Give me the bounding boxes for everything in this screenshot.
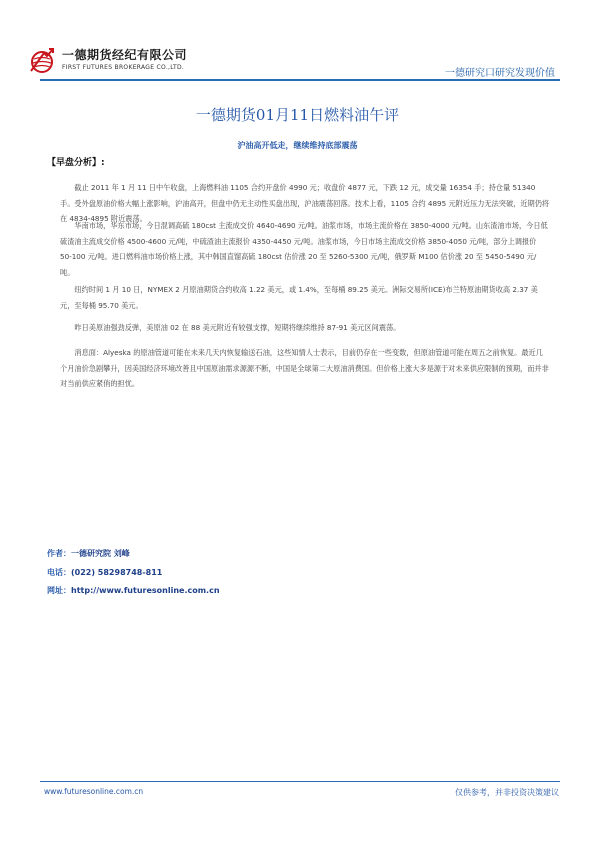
website-link[interactable]: http://www.futuresonline.com.cn (71, 586, 220, 595)
report-header (0, 0, 595, 85)
author-value: 一德研究院 刘峰 (71, 549, 130, 558)
paragraph-outlook: 昨日美原油强劲反弹，美原油 02 在 88 美元附近有较强支撑，短期将继续维持 87-91 美元区间震荡。 (74, 323, 401, 332)
paragraph-spot-markets: 华南市场，华东市场，今日混调高硫 180cst 主流成交价 4640-4690 元/吨。油浆市场，市场主流价格在 3850-4000 元/吨。山东渣油市场，今日低硫渣油主流成交价格 4500-4600 元/吨，中硫渣油主流报价 4350-4450 元/吨。油浆市场，今日市场主流成交价格 3850-4050 元/吨，部分上调报价 50-100 元/吨。进口燃料油市场价格上涨，其中韩国直馏高硫 180cst 估价涨 20 至 5260-5300 元/吨，俄罗斯 M100 估价涨 20 至 5450-5490 元/吨。 (60, 221, 548, 277)
paragraph-news: 消息面：Alyeska 的原油管道可能在未来几天内恢复输送石油，这些知情人士表示，目前仍存在一些变数，但原油管道可能在周五之前恢复。最近几个月油价急剧攀升，因美国经济环境改善且中国原油需求源源不断，中国是全球第二大原油消费国。但价格上涨大多是源于对未来供应限制的预期，而并非对当前供应紧俏的担忧。 (60, 348, 549, 388)
footer-divider (40, 781, 560, 782)
section-label-morning-analysis: 【早盘分析】: (47, 158, 105, 168)
author-label: 作者： (47, 549, 71, 558)
footer-website-link[interactable]: www.futuresonline.com.cn (44, 787, 144, 796)
website-label: 网址： (47, 586, 71, 595)
paragraph-market-close: 截止 2011 年 1 月 11 日中午收盘，上海燃料油 1105 合约开盘价 4990 元；收盘价 4877 元，下跌 12 元，成交量 16354 手；持仓量 51340 手。受外盘原油价格大幅上涨影响，沪油高开，但盘中仍无主动性买盘出现，沪油震荡回落。技术上看，1105 合约 4895 元附近压力无法突破，近期仍将在 4834-4895 附近震荡。 (60, 183, 550, 223)
globe-arrow-logo-icon (28, 47, 56, 75)
phone-value: (022) 58298748-811 (71, 568, 163, 577)
phone-line (47, 567, 162, 578)
header-slogan: 一德研究口研究发现价值 (445, 68, 555, 79)
company-name-cn: 一德期货经纪有限公司 (62, 48, 188, 62)
paragraph-nymex: 纽约时间 1 月 10 日，NYMEX 2 月原油期货合约收高 1.22 美元，或 1.4%，至每桶 89.25 美元。洲际交易所(ICE)布兰特原油期货收高 2.37 美元，至每桶 95.70 美元。 (60, 285, 538, 310)
report-subtitle: 沪油高开低走，继续维持底部震荡 (237, 141, 358, 150)
author-line (47, 548, 130, 559)
header-divider (40, 79, 560, 81)
phone-label: 电话： (47, 568, 71, 577)
footer-disclaimer: 仅供参考，并非投资决策建议 (455, 788, 559, 797)
website-line (47, 585, 220, 596)
company-name-en: FIRST FUTURES BROKERAGE CO.,LTD. (62, 64, 185, 71)
report-title: 一德期货01月11日燃料油午评 (195, 106, 400, 124)
